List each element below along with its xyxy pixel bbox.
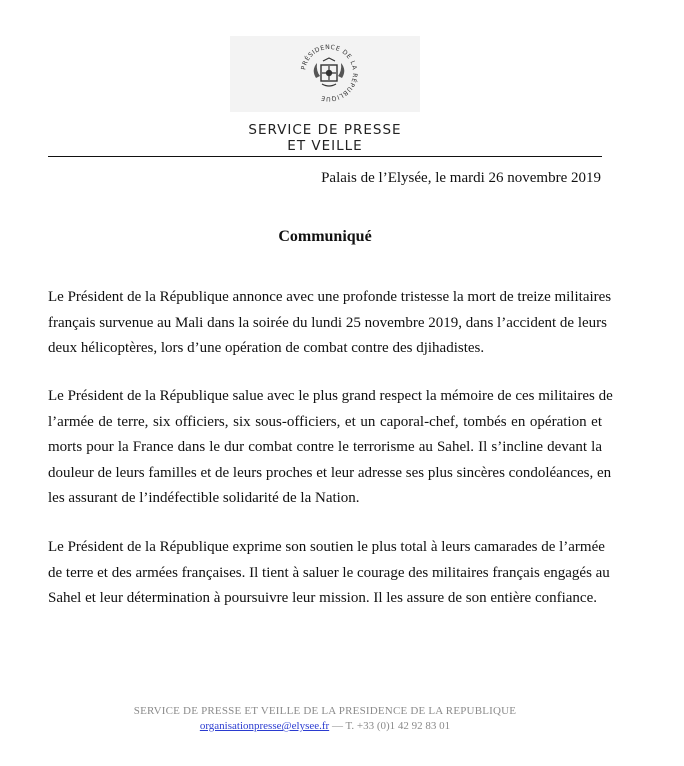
paragraph-1 <box>48 285 612 362</box>
paragraph-2 <box>48 384 613 512</box>
presidency-seal <box>294 38 364 108</box>
paragraph-line: Le Président de la République exprime son soutien le plus total à leurs camarades de l’armée <box>48 539 605 555</box>
footer-phone: — T. +33 (0)1 42 92 83 01 <box>329 720 451 732</box>
document-title: Communiqué <box>278 228 372 245</box>
paragraph-line: de terre et des armées françaises. Il tient à saluer le courage des militaires français engagés au <box>48 564 610 581</box>
emblem-icon <box>314 58 345 86</box>
footer-email-link[interactable]: organisationpresse@elysee.fr <box>199 720 330 732</box>
seal-text: PRÉSIDENCE DE LA RÉPUBLIQUE <box>300 43 359 103</box>
footer-contact <box>0 720 650 732</box>
paragraph-line: douleur de leurs familles et de leurs proches et leur adresse ses plus sincères condoléances, en <box>48 464 612 481</box>
header-divider <box>48 156 602 157</box>
service-title-line2: ET VEILLE <box>287 138 363 154</box>
footer-organization: SERVICE DE PRESSE ET VEILLE DE LA PRESIDENCE DE LA REPUBLIQUE <box>133 705 517 717</box>
paragraph-line: les assurant de l’indéfectible solidarité de la Nation. <box>48 490 360 506</box>
paragraph-line: Sahel et leur détermination à poursuivre leur mission. Il les assure de son entière confiance. <box>48 590 597 606</box>
paragraph-line: Le Président de la République annonce avec une profonde tristesse la mort de treize militaires <box>48 289 612 305</box>
paragraph-line: l’armée de terre, six officiers, six sous-officiers, et un caporal-chef, tombés en opération et <box>48 413 602 430</box>
paragraph-3 <box>48 535 610 612</box>
paragraph-line: morts pour la France dans le dur combat contre le terrorisme au Sahel. Il s’incline devant la <box>48 439 602 455</box>
paragraph-line: deux hélicoptères, lors d’une opération de combat contre des djihadistes. <box>48 340 485 356</box>
dateline: Palais de l’Elysée, le mardi 26 novembre 2019 <box>321 170 601 186</box>
paragraph-line: Le Président de la République salue avec le plus grand respect la mémoire de ces militaires de <box>48 388 613 404</box>
service-title-line1: SERVICE DE PRESSE <box>248 122 402 138</box>
paragraph-line: français survenue au Mali dans la soirée du lundi 25 novembre 2019, dans l’accident de leurs <box>48 314 607 331</box>
